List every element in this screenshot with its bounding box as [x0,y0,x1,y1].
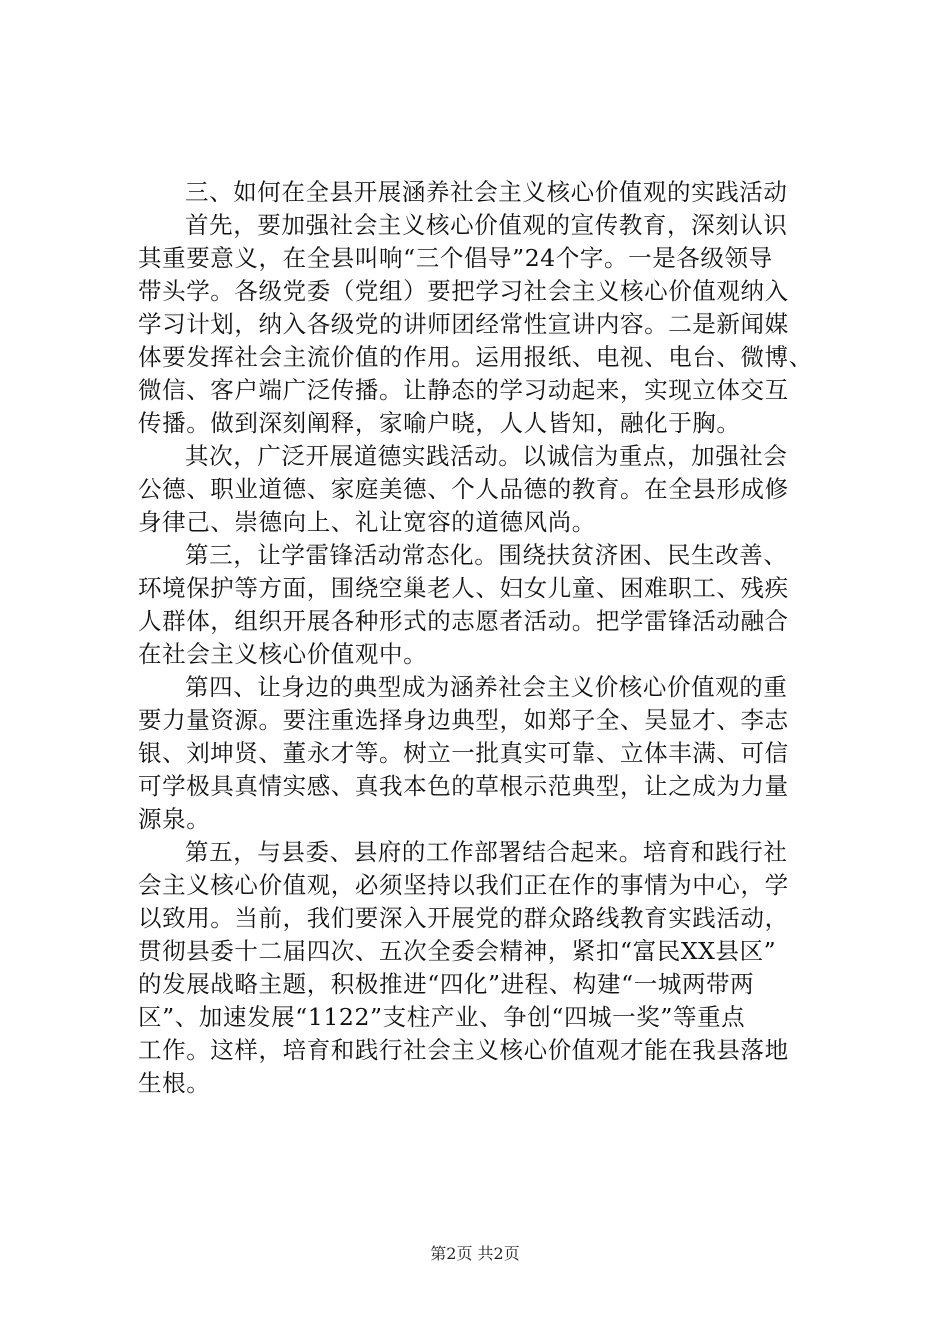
paragraph-line: 区”、加速发展“1122”支柱产业、争创“四城一奖”等重点 [138,1003,746,1031]
paragraph-line: 要力量资源。要注重选择身边典型，如郑子全、吴显才、李志 [138,706,789,734]
paragraph-line: 工作。这样，培育和践行社会主义核心价值观才能在我县落地 [138,1036,789,1064]
paragraph-line: 第四、让身边的典型成为涵养社会主义价核心价值观的重 [185,673,788,701]
paragraph-line: 的发展战略主题，积极推进“四化”进程、构建“一城两带两 [138,970,755,998]
paragraph-line: 传播。做到深刻阐释，家喻户晓，人人皆知，融化于胸。 [138,409,741,437]
paragraph-line: 以致用。当前，我们要深入开展党的群众路线教育实践活动， [138,904,789,932]
paragraph-3 [138,539,850,671]
paragraph-line: 微信、客户端广泛传播。让静态的学习动起来，实现立体交互 [138,376,789,404]
paragraph-line: 环境保护等方面，围绕空巢老人、妇女儿童、困难职工、残疾 [138,574,789,602]
paragraph-5 [138,836,850,1100]
paragraph-line: 学习计划，纳入各级党的讲师团经常性宣讲内容。二是新闻媒 [138,310,789,338]
paragraph-line: 第三，让学雷锋活动常态化。围绕扶贫济困、民生改善、 [185,541,788,569]
paragraph-2 [138,440,850,539]
paragraph-line: 身律己、崇德向上、礼让宽容的道德风尚。 [138,508,596,536]
paragraph-line: 源泉。 [138,805,211,833]
paragraph-4 [138,671,850,836]
paragraph-line: 可学极具真情实感、真我本色的草根示范典型，让之成为力量 [138,772,789,800]
paragraph-line: 其次，广泛开展道德实践活动。以诚信为重点，加强社会 [185,442,788,470]
paragraph-line: 会主义核心价值观，必须坚持以我们正在作的事情为中心，学 [138,871,789,899]
paragraph-line: 银、刘坤贤、董永才等。树立一批真实可靠、立体丰满、可信 [138,739,789,767]
paragraph-line: 其重要意义，在全县叫响“三个倡导”24个字。一是各级领导 [138,244,773,272]
paragraph-line: 贯彻县委十二届四次、五次全委会精神，紧扣“富民XX县区” [138,937,777,965]
paragraph-line: 带头学。各级党委（党组）要把学习社会主义核心价值观纳入 [138,277,789,305]
page-number-footer: 第2页 共2页 [430,1244,520,1263]
paragraph-line: 体要发挥社会主流价值的作用。运用报纸、电视、电台、微博、 [138,343,813,371]
paragraph-line: 第五，与县委、县府的工作部署结合起来。培育和践行社 [185,838,788,866]
paragraph-1 [138,209,850,440]
paragraph-line: 人群体，组织开展各种形式的志愿者活动。把学雷锋活动融合 [138,607,789,635]
document-body [138,176,850,1100]
paragraph-line: 在社会主义核心价值观中。 [138,640,428,668]
paragraph-line: 公德、职业道德、家庭美德、个人品德的教育。在全县形成修 [138,475,789,503]
paragraph-line: 首先，要加强社会主义核心价值观的宣传教育，深刻认识 [185,211,788,239]
paragraph-line: 生根。 [138,1069,211,1097]
section-heading: 三、如何在全县开展涵养社会主义核心价值观的实践活动 [185,178,788,206]
